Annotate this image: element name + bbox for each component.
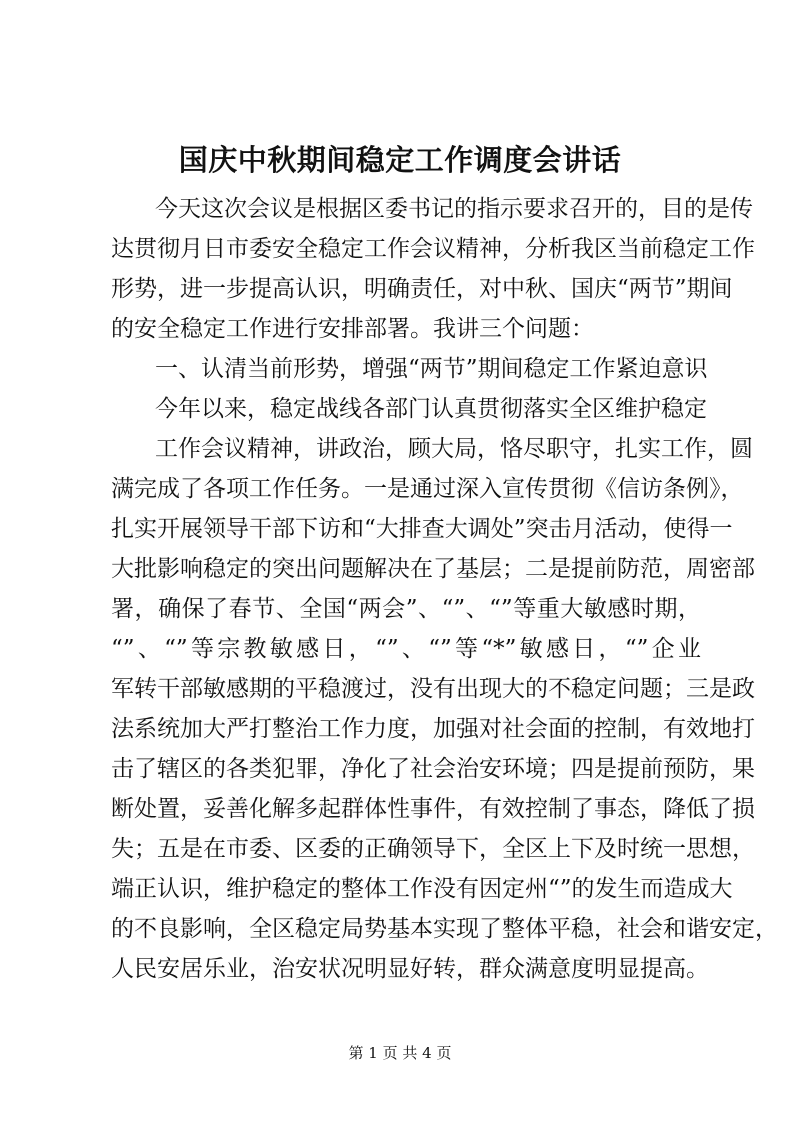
- body-line: 军转干部敏感期的平稳渡过，没有出现大的不稳定问题；三是政: [111, 676, 755, 702]
- body-line: 今天这次会议是根据区委书记的指示要求召开的，目的是传: [155, 196, 753, 222]
- body-line: 人民安居乐业，治安状况明显好转，群众满意度明显提高。: [111, 956, 709, 982]
- body-line: 的安全稳定工作进行安排部署。我讲三个问题：: [111, 316, 594, 342]
- body-line: 工作会议精神，讲政治，顾大局，恪尽职守，扎实工作，圆: [155, 436, 753, 462]
- body-line: 今年以来，稳定战线各部门认真贯彻落实全区维护稳定: [155, 396, 707, 422]
- body-line: 形势，进一步提高认识，明确责任，对中秋、国庆“两节”期间: [111, 276, 733, 302]
- body-line: 的不良影响，全区稳定局势基本实现了整体平稳，社会和谐安定，: [111, 916, 778, 942]
- section-heading: 一、认清当前形势，增强“两节”期间稳定工作紧迫意识: [155, 356, 708, 382]
- body-line: 满完成了各项工作任务。一是通过深入宣传贯彻《信访条例》，: [111, 476, 744, 502]
- body-line: 击了辖区的各类犯罪，净化了社会治安环境；四是提前预防，果: [111, 756, 755, 782]
- body-line: 大批影响稳定的突出问题解决在了基层；二是提前防范，周密部: [111, 556, 755, 582]
- body-line: 断处置，妥善化解多起群体性事件，有效控制了事态，降低了损: [111, 796, 755, 822]
- body-line: 端正认识，维护稳定的整体工作没有因定州“”的发生而造成大: [111, 876, 733, 902]
- body-line: 法系统加大严打整治工作力度，加强对社会面的控制，有效地打: [111, 716, 755, 742]
- body-line: 失；五是在市委、区委的正确领导下，全区上下及时统一思想，: [111, 836, 755, 862]
- body-line: “”、“”等宗教敏感日，“”、“”等“*”敏感日，“”企业: [111, 636, 701, 662]
- page-number: 第 1 页 共 4 页: [348, 1044, 452, 1062]
- body-line: 扎实开展领导干部下访和“大排查大调处”突击月活动，使得一: [111, 516, 733, 542]
- body-line: 达贯彻月日市委安全稳定工作会议精神，分析我区当前稳定工作: [111, 236, 755, 262]
- body-line: 署，确保了春节、全国“两会”、“”、“”等重大敏感时期，: [111, 596, 701, 622]
- document-title: 国庆中秋期间稳定工作调度会讲话: [178, 143, 622, 177]
